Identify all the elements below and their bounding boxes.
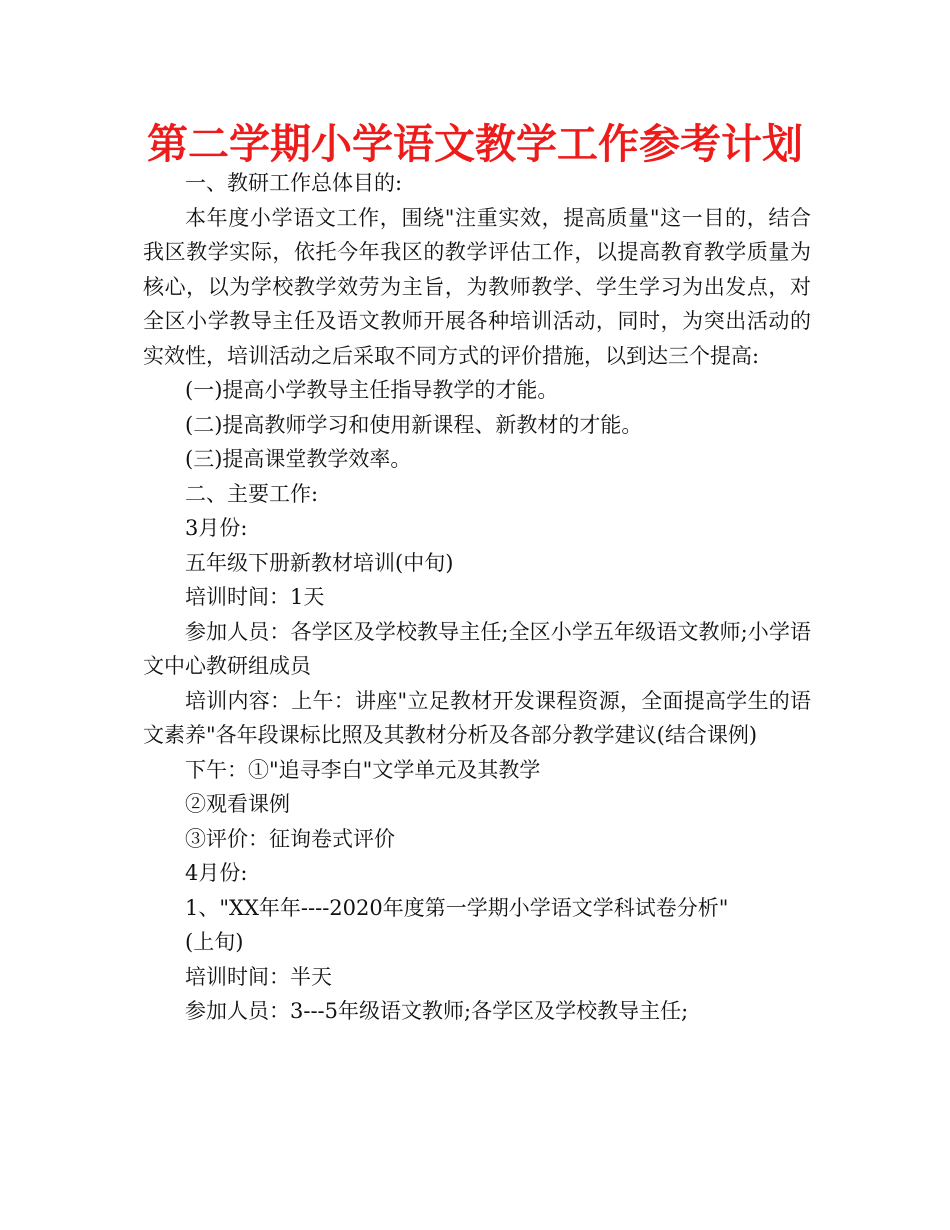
goal-item-2: (二)提高教师学习和使用新课程、新教材的才能。 — [185, 412, 643, 437]
training-topic-grade5: 五年级下册新教材培训(中旬) — [185, 550, 454, 575]
participants-2: 参加人员：3---5年级语文教师;各学区及学校教导主任; — [185, 999, 689, 1023]
afternoon-item-1: 下午：①"追寻李白"文学单元及其教学 — [185, 757, 541, 782]
training-content: 培训内容：上午：讲座"立足教材开发课程资源，全面提高学生的语文素养"各年段课标比照及其教材分析及各部分教学建议(结合课例) — [143, 688, 811, 747]
training-time-2: 培训时间：半天 — [185, 964, 332, 989]
document-title: 第二学期小学语文教学工作参考计划 — [147, 120, 803, 168]
paragraph-overview: 本年度小学语文工作，围绕"注重实效，提高质量"这一目的，结合我区教学实际，依托今年我区的教学评估工作，以提高教育教学质量为核心，以为学校教学效劳为主旨，为教师教学、学生学习为出发点，对全区小学教导主任及语文教师开展各种培训活动，同时，为突出活动的实效性，培训活动之后采取不同方式的评价措施，以到达三个提高: — [143, 205, 811, 368]
month-march: 3月份: — [185, 516, 248, 540]
participants-1: 参加人员：各学区及学校教导主任;全区小学五年级语文教师;小学语文中心教研组成员 — [143, 619, 811, 678]
section-heading-objectives: 一、教研工作总体目的: — [185, 171, 403, 195]
training-time-1: 培训时间：1天 — [185, 585, 325, 609]
goal-item-1: (一)提高小学教导主任指导教学的才能。 — [185, 378, 559, 402]
afternoon-item-3: ③评价：征询卷式评价 — [185, 826, 395, 851]
april-item-1-timing: (上旬) — [185, 930, 244, 954]
section-heading-main-work: 二、主要工作: — [185, 481, 319, 506]
april-item-1: 1、"XX年年----2020年度第一学期小学语文学科试卷分析" — [185, 895, 729, 920]
document-body — [143, 166, 811, 1029]
goal-item-3: (三)提高课堂教学效率。 — [185, 447, 412, 471]
afternoon-item-2: ②观看课例 — [185, 792, 290, 816]
month-april: 4月份: — [185, 861, 248, 885]
